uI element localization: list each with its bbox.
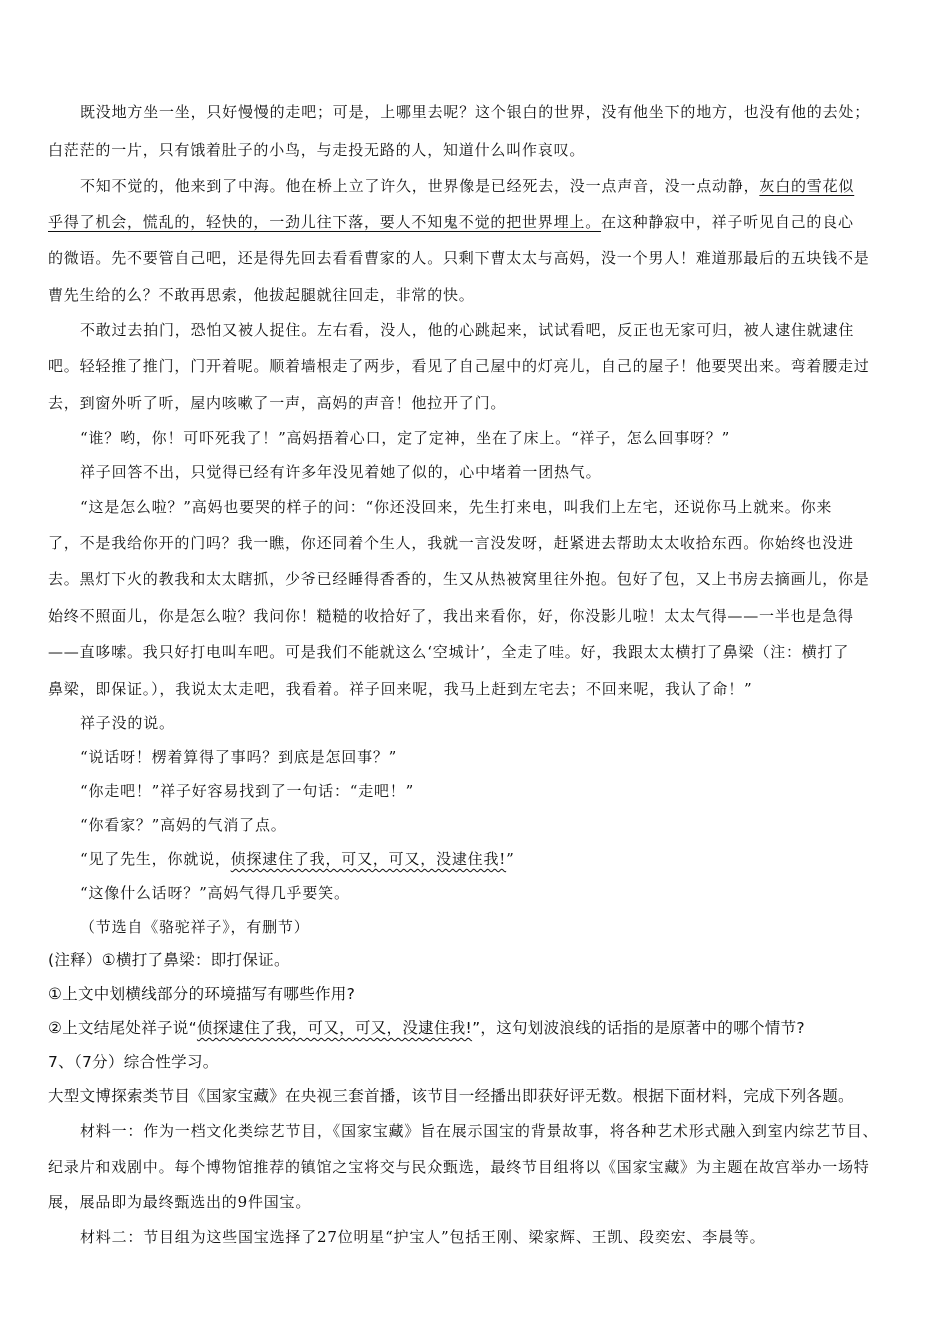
underlined-environment-text: 灰白的雪花似 (759, 177, 855, 195)
paragraph-line: 祥子没的说。 (80, 714, 175, 732)
material-one-line: 材料一：作为一档文化类综艺节目，《国家宝藏》旨在展示国宝的背景故事，将各种艺术形式融入到室内综艺节目、 (80, 1122, 879, 1140)
text-span: ”，这句划波浪线的话指的是原著中的哪个情节? (472, 1019, 805, 1037)
question-1: ①上文中划横线部分的环境描写有哪些作用? (48, 985, 356, 1003)
paragraph-line: 去。黑灯下火的教我和太太瞎抓，少爷已经睡得香香的，生又从热被窝里往外抱。包好了包，又上书房去摘画儿，你是 (48, 570, 870, 588)
material-one-line: 展，展品即为最终甄选出的9件国宝。 (48, 1193, 312, 1211)
paragraph-line: 去，到窗外听了听，屋内咳嗽了一声，高妈的声音！他拉开了门。 (48, 394, 507, 412)
text-span: ” (506, 850, 515, 868)
text-span: 不知不觉的，他来到了中海。他在桥上立了许久，世界像是已经死去，没一点声音，没一点动静， (80, 177, 760, 195)
paragraph-line: 鼻梁，即保证。），我说太太走吧，我看着。祥子回来呢，我马上赶到左宅去；不回来呢，我认了命！” (48, 680, 753, 698)
material-two-line: 材料二：节目组为这些国宝选择了27位明星“护宝人”包括王刚、梁家辉、王凯、段奕宏、李晨等。 (80, 1228, 766, 1246)
dialogue-line (80, 849, 515, 869)
dialogue-line: “这像什么话呀？”高妈气得几乎要笑。 (80, 884, 350, 902)
material-one-line: 纪录片和戏剧中。每个博物馆推荐的镇馆之宝将交与民众甄选，最终节目组将以《国家宝藏》为主题在故宫举办一场特 (48, 1158, 870, 1176)
paragraph-line: 不敢过去拍门，恐怕又被人捉住。左右看，没人，他的心跳起来，试试看吧，反正也无家可归，被人逮住就逮住 (80, 321, 855, 339)
paragraph-line: 祥子回答不出，只觉得已经有许多年没见着她了似的，心中堵着一团热气。 (80, 463, 602, 481)
paragraph-line: 的微语。先不要管自己吧，还是得先回去看看曹家的人。只剩下曹太太与高妈，没一个男人！难道那最后的五块钱不是 (48, 249, 870, 267)
text-span: 在这种静寂中，祥子听见自己的良心 (601, 213, 854, 231)
question-7-heading: 7、（7分）综合性学习。 (48, 1053, 219, 1071)
paragraph-line (48, 212, 854, 232)
paragraph-line: 曹先生给的么？不敢再思索，他拔起腿就往回走，非常的快。 (48, 286, 475, 304)
paragraph-line (80, 176, 854, 196)
paragraph-line: 始终不照面儿，你是怎么啦？我问你！糙糙的收拾好了，我出来看你，好，你没影儿啦！太太气得——一半也是急得 (48, 607, 854, 625)
dialogue-line: “说话呀！楞着算得了事吗？到底是怎回事？” (80, 748, 398, 766)
wavy-underlined-quote: 侦探逮住了我，可又，可又，没逮住我! (230, 850, 507, 868)
wavy-underlined-quote: 侦探逮住了我，可又，可又，没逮住我! (196, 1019, 473, 1037)
dialogue-line: “你看家？”高妈的气消了点。 (80, 816, 287, 834)
paragraph-line: 既没地方坐一坐，只好慢慢的走吧；可是，上哪里去呢？这个银白的世界，没有他坐下的地方，也没有他的去处； (80, 103, 871, 121)
paragraph-line: 吧。轻轻推了推门，门开着呢。顺着墙根走了两步，看见了自己屋中的灯亮儿，自己的屋子！他要哭出来。弯着腰走过 (48, 357, 870, 375)
paragraph-line: ——直哆嗦。我只好打电叫车吧。可是我们不能就这么‘空城计’，全走了哇。好，我跟太太横打了鼻梁（注：横打了 (48, 643, 850, 661)
text-span: ②上文结尾处祥子说“ (48, 1019, 197, 1037)
source-note: （节选自《骆驼祥子》，有删节） (80, 918, 310, 936)
dialogue-line: “谁？哟，你！可吓死我了！”高妈捂着心口，定了定神，坐在了床上。“祥子，怎么回事呀？” (80, 429, 731, 447)
paragraph-line: 了，不是我给你开的门吗？我一瞧，你还同着个生人，我就一言没发呀，赶紧进去帮助太太收拾东西。你始终也没进 (48, 534, 854, 552)
paragraph-line: 白茫茫的一片，只有饿着肚子的小鸟，与走投无路的人，知道什么叫作哀叹。 (48, 141, 586, 159)
dialogue-line: “这是怎么啦？”高妈也要哭的样子的问：“你还没回来，先生打来电，叫我们上左宅，还说你马上就来。你来 (80, 498, 833, 516)
dialogue-line: “你走吧！”祥子好容易找到了一句话：“走吧！” (80, 782, 415, 800)
annotation-note: (注释）①横打了鼻梁：即打保证。 (48, 951, 290, 969)
underlined-environment-text: 乎得了机会，慌乱的，轻快的，一劲儿往下落，要人不知鬼不觉的把世界埋上。 (48, 213, 602, 231)
text-span: “见了先生，你就说， (80, 850, 231, 868)
question-2 (48, 1018, 805, 1038)
question-7-intro: 大型文博探索类节目《国家宝藏》在央视三套首播，该节目一经播出即获好评无数。根据下面材料，完成下列各题。 (48, 1087, 854, 1105)
